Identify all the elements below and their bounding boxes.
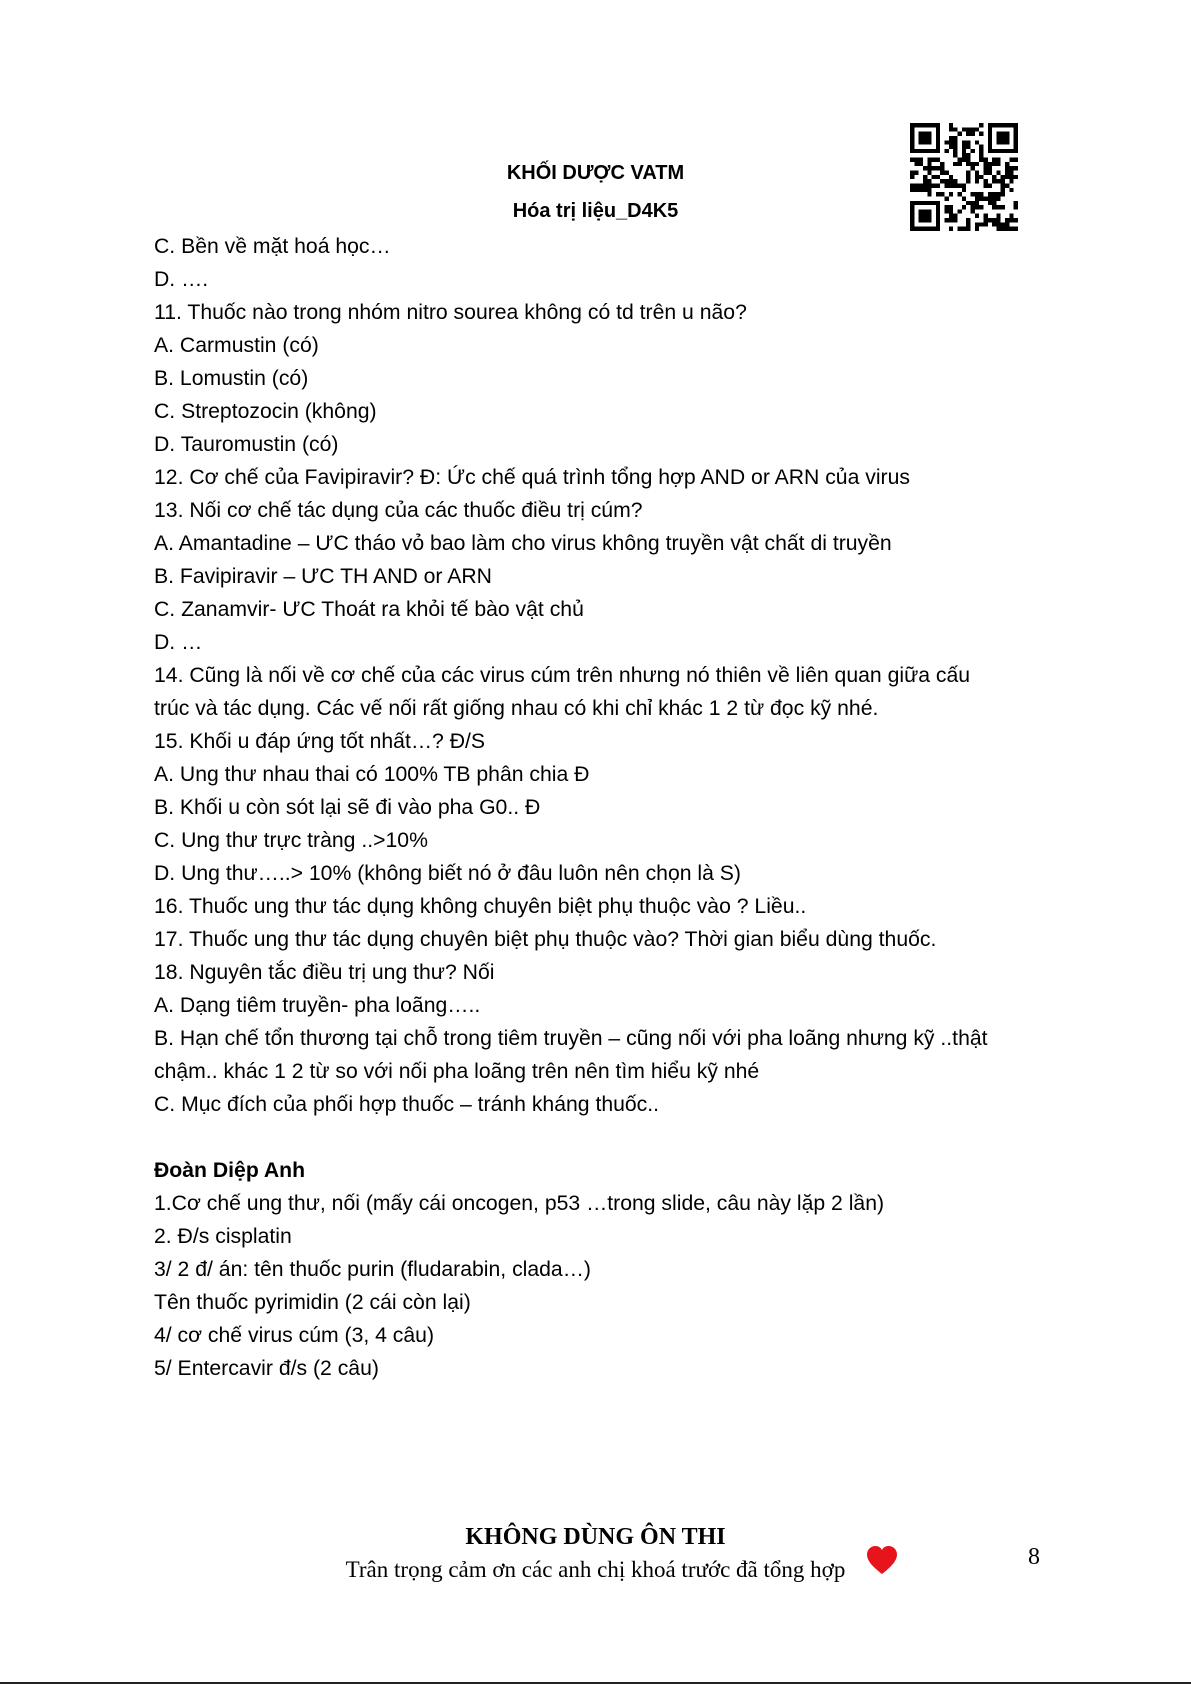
answer-option: B. Favipiravir – ƯC TH AND or ARN [154,565,492,588]
list-item: Tên thuốc pyrimidin (2 cái còn lại) [154,1291,471,1314]
answer-option: B. Khối u còn sót lại sẽ đi vào pha G0.. Đ [154,796,541,819]
question-15: 15. Khối u đáp ứng tốt nhất…? Đ/S [154,730,486,753]
document-subtitle: Hóa trị liệu_D4K5 [512,200,679,222]
text-line: trúc và tác dụng. Các vế nối rất giống nhau có khi chỉ khác 1 2 từ đọc kỹ nhé. [154,697,879,720]
answer-option: C. Streptozocin (không) [154,400,377,423]
list-item: 4/ cơ chế virus cúm (3, 4 câu) [154,1324,435,1347]
question-17: 17. Thuốc ung thư tác dụng chuyên biệt phụ thuộc vào? Thời gian biểu dùng thuốc. [154,928,937,951]
answer-option: D. Tauromustin (có) [154,433,339,456]
list-item: 1.Cơ chế ung thư, nối (mấy cái oncogen, p53 …trong slide, câu này lặp 2 lần) [154,1192,885,1215]
qr-code-icon [910,123,1018,231]
list-item: 2. Đ/s cisplatin [154,1225,292,1248]
list-item: 3/ 2 đ/ án: tên thuốc purin (fludarabin, clada…) [154,1258,591,1281]
footer-title: KHÔNG DÙNG ÔN THI [465,1524,726,1550]
answer-option: A. Carmustin (có) [154,334,319,357]
footer-subtitle: Trân trọng cảm ơn các anh chị khoá trước đã tổng hợp [345,1557,846,1582]
question-14: 14. Cũng là nối về cơ chế của các virus cúm trên nhưng nó thiên về liên quan giữa cấu [154,664,971,687]
page-number: 8 [1028,1544,1040,1570]
question-18: 18. Nguyên tắc điều trị ung thư? Nối [154,961,495,984]
answer-option: B. Lomustin (có) [154,367,309,390]
document-body [154,230,1034,1385]
document-title: KHỐI DƯỢC VATM [506,162,685,184]
answer-option: B. Hạn chế tổn thương tại chỗ trong tiêm truyền – cũng nối với pha loãng nhưng kỹ ..thật [154,1027,988,1050]
author-name: Đoàn Diệp Anh [154,1159,306,1182]
author-section [154,1154,1034,1385]
answer-option: C. Mục đích của phối hợp thuốc – tránh kháng thuốc.. [154,1093,660,1116]
heart-icon [866,1545,898,1575]
text-line: D. …. [154,268,209,291]
answer-option: A. Ung thư nhau thai có 100% TB phân chia Đ [154,763,590,786]
list-item: 5/ Entercavir đ/s (2 câu) [154,1357,379,1380]
bottom-divider [0,1682,1191,1684]
answer-option: C. Ung thư trực tràng ..>10% [154,829,428,852]
section-spacer [154,1121,1034,1154]
answer-option: D. … [154,631,203,654]
question-13: 13. Nối cơ chế tác dụng của các thuốc điều trị cúm? [154,499,643,522]
answer-option: C. Zanamvir- ƯC Thoát ra khỏi tế bào vật chủ [154,598,584,621]
answer-option: A. Amantadine – ƯC tháo vỏ bao làm cho virus không truyền vật chất di truyền [154,532,892,555]
text-line: C. Bền về mặt hoá học… [154,235,391,258]
answer-option: D. Ung thư…..> 10% (không biết nó ở đâu luôn nên chọn là S) [154,862,741,885]
question-11: 11. Thuốc nào trong nhóm nitro sourea không có td trên u não? [154,301,747,324]
text-line: chậm.. khác 1 2 từ so với nối pha loãng trên nên tìm hiểu kỹ nhé [154,1060,760,1083]
question-list [154,230,1034,1121]
question-12: 12. Cơ chế của Favipiravir? Đ: Ức chế quá trình tổng hợp AND or ARN của virus [154,466,910,489]
answer-option: A. Dạng tiêm truyền- pha loãng….. [154,994,481,1017]
question-16: 16. Thuốc ung thư tác dụng không chuyên biệt phụ thuộc vào ? Liều.. [154,895,807,918]
